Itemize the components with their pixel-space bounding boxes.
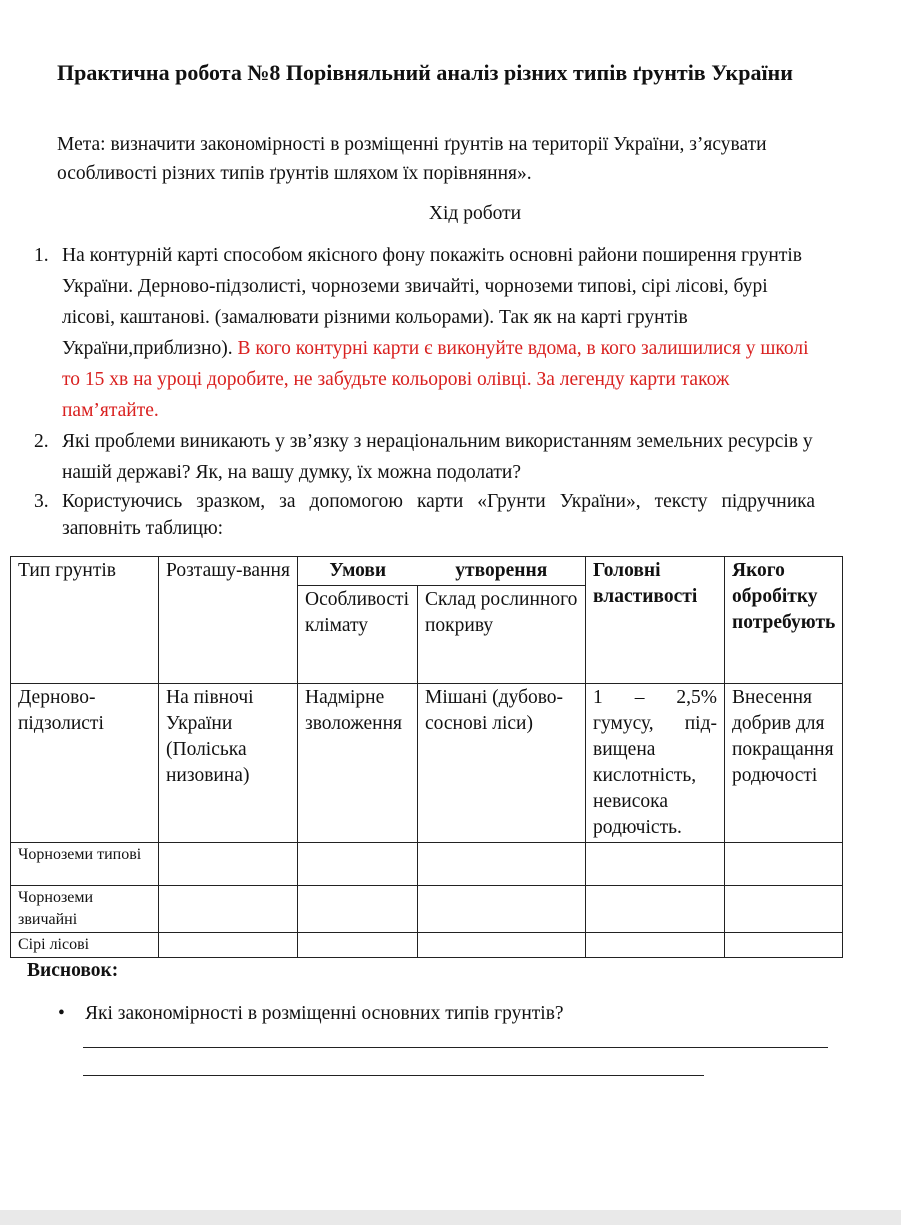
empty-cell[interactable]: [159, 933, 298, 958]
task-item: [25, 488, 815, 542]
bottom-edge: [0, 1210, 901, 1225]
task-number: 1.: [34, 245, 49, 266]
cell-climate: Надмірне зволоження: [298, 684, 418, 843]
empty-cell[interactable]: [586, 933, 725, 958]
header-conditions-right: утворення: [418, 557, 586, 586]
answer-line[interactable]: [83, 1047, 828, 1048]
table-row: [11, 886, 843, 933]
goal-text: Мета: визначити закономірності в розміщенні ґрунтів на території України, з’ясувати особливості різних типів ґрунтів шляхом їх порівняння».: [57, 134, 767, 184]
conclusion-question: [58, 1000, 564, 1028]
empty-cell[interactable]: [418, 843, 586, 886]
header-climate: Особливості клімату: [298, 586, 418, 684]
header-location: Розташу-вання: [159, 557, 298, 684]
empty-cell[interactable]: [298, 933, 418, 958]
table-row: [11, 843, 843, 886]
cell-location: На півночі України (Поліська низовина): [159, 684, 298, 843]
table-row: [11, 933, 843, 958]
empty-cell[interactable]: [418, 933, 586, 958]
cell-soil-type: Дерново-підзолисті: [11, 684, 159, 843]
task-list: [25, 240, 815, 542]
question-text: Які закономірності в розміщенні основних типів грунтів?: [85, 1003, 564, 1024]
cell-soil-type: Сірі лісові: [11, 933, 159, 958]
empty-cell[interactable]: [159, 843, 298, 886]
task-note: В кого контурні карти є виконуйте вдома, в кого залишилися у школі то 15 хв на уроці доробите, не забудьте кольорові олівці. За легенду карти також пам’ятайте.: [62, 338, 809, 421]
empty-cell[interactable]: [586, 886, 725, 933]
header-properties: Головні властивості: [586, 557, 725, 684]
empty-cell[interactable]: [418, 886, 586, 933]
task-text: Які проблеми виникають у зв’язку з нераціональним використанням земельних ресурсів у нашій державі? Як, на вашу думку, їх можна подолати?: [62, 431, 813, 483]
procedure-heading: Хід роботи: [428, 203, 522, 224]
task-item: [25, 240, 815, 426]
task-text: Користуючись зразком, за допомогою карти «Грунти України», тексту підручника заповніть таблицю:: [62, 491, 815, 539]
empty-cell[interactable]: [159, 886, 298, 933]
table-header-row: [11, 557, 843, 586]
empty-cell[interactable]: [586, 843, 725, 886]
header-treatment: Якого обробітку потребують: [725, 557, 843, 684]
cell-soil-type: Чорноземи типові: [11, 843, 159, 886]
task-item: [25, 426, 815, 488]
task-number: 3.: [34, 491, 49, 512]
empty-cell[interactable]: [725, 886, 843, 933]
header-conditions-left: Умови: [298, 557, 418, 586]
bullet-icon: •: [58, 1003, 65, 1024]
task-number: 2.: [34, 431, 49, 452]
conclusion-label: Висновок:: [27, 960, 119, 981]
cell-treatment: Внесення добрив для покращання родючості: [725, 684, 843, 843]
empty-cell[interactable]: [298, 886, 418, 933]
soil-table: [10, 556, 843, 958]
empty-cell[interactable]: [725, 843, 843, 886]
cell-soil-type: Чорноземи звичайні: [11, 886, 159, 933]
task-text: На контурній карті способом якісного фону покажіть основні райони поширення грунтів України. Дерново-підзолисті, чорноземи звичайті, чорноземи типові, сірі лісові, бурі лісові, каштанові. (замалювати різними кольорами). Так як на карті грунтів України,приблизно).: [62, 245, 803, 359]
header-soil-type: Тип грунтів: [11, 557, 159, 684]
table-row: [11, 684, 843, 843]
page-title: Практична робота №8 Порівняльний аналіз різних типів ґрунтів України: [57, 60, 793, 85]
answer-line[interactable]: [83, 1075, 704, 1076]
empty-cell[interactable]: [298, 843, 418, 886]
cell-properties: 1 – 2,5% гумусу, під-вищена кислотність, невисока родючість.: [586, 684, 725, 843]
empty-cell[interactable]: [725, 933, 843, 958]
header-vegetation: Склад рослинного покриву: [418, 586, 586, 684]
cell-vegetation: Мішані (дубово-соснові ліси): [418, 684, 586, 843]
